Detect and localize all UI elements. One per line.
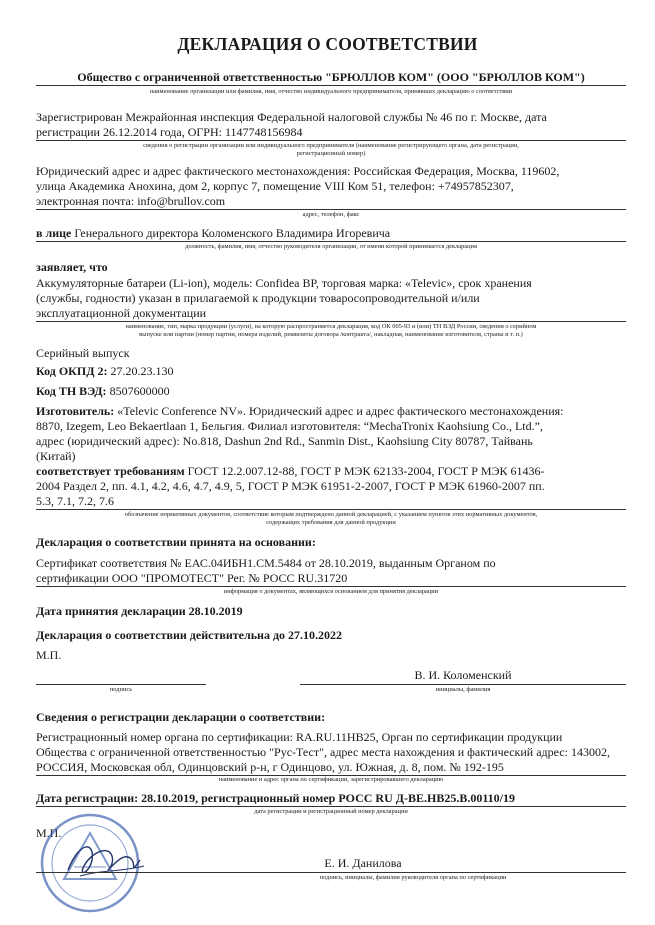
basis-line-1: Сертификат соответствия № ЕАС.04ИБН1.СМ.5484 от 28.10.2019, выданным Органом по [36,556,496,570]
product-line-3: эксплуатационной документации [36,306,626,322]
product-line-2: (службы, годности) указан в прилагаемой к продукции товаросопроводительной и/или [36,291,480,305]
product-line-1: Аккумуляторные батареи (Li-ion), модель: Confidea BP, торговая марка: «Televic», срок хранения [36,276,532,290]
document-title: ДЕКЛАРАЦИЯ О СООТВЕТСТВИИ [177,34,478,54]
manufacturer-line-1: «Televic Conference NV». Юридический адрес и адрес фактического местонахождения: [117,404,564,418]
serial-production: Серийный выпуск [36,346,130,360]
requirements-line-1: ГОСТ 12.2.007.12-88, ГОСТ Р МЭК 62133-2004, ГОСТ Р МЭК 61436- [187,464,545,478]
basis-line-2: сертификации ООО "ПРОМОТЕСТ" Рег. № РОСС RU.31720 [36,571,626,587]
validity-date: Декларация о соответствии действительна до 27.10.2022 [36,628,343,642]
manufacturer-line-3: адрес (юридический адрес): No.818, Dashun 2nd Rd., Sanmin Dist., Kaohsiung City 80787, Тайвань [36,434,533,448]
caption-representative: должность, фамилия, имя, отчество руководителя организации, от имени которой принимается декларация [185,243,477,250]
signer-name-2: Е. И. Данилова [324,856,402,870]
tnved-value: 8507600000 [109,384,170,398]
requirements-info [36,464,626,510]
registration-body-line-3: РОССИЯ, Московская обл, Одинцовский р-н, г Одинцово, ул. Южная, д. 8, пом. № 192-195 [36,760,626,776]
caption-requirements-2: содержащих требования для данной продукции [266,519,396,526]
basis-heading: Декларация о соответствии принята на основании: [36,535,316,549]
registration-body-line-1: Регистрационный номер органа по сертификации: RA.RU.11НВ25, Орган по сертификации продукции [36,730,563,744]
manufacturer-line-2: 8870, Izegem, Leo Bekaertlaan 1, Бельгия. Филиал изготовителя: “MechaTronix Kaohsiung Co., Ltd.”, [36,419,543,433]
caption-organization: наименование организации или фамилия, имя, отчество индивидуального предпринимателя, принявших декларацию о соответствии [149,88,513,95]
caption-product-2: выпуске или партии (номер партии, номера изделий, реквизиты договора /контракта/, накладная, наименование изготовителя, страны и т. п.) [139,331,523,338]
caption-requirements-1: обозначение нормативных документов, соответствие которым подтверждено данной декларацией, с указанием пунктов этих нормативных документов, [124,511,538,518]
name-line-2 [200,872,626,873]
requirements-label: соответствует требованиям [36,464,185,478]
stamp-place-1: М.П. [36,648,62,662]
caption-signature-1: подпись [109,686,133,693]
representative [36,226,626,242]
caption-basis: информация о документах, являющихся основанием для принятия декларации [223,588,439,595]
requirements-line-2: 2004 Раздел 2, пп. 4.1, 4.2, 4.6, 4.7, 4.9, 5, ГОСТ Р МЭК 61951-2-2007, ГОСТ Р МЭК 61960-2007 пп. [36,479,545,493]
caption-initials-1: инициалы, фамилия [435,686,491,693]
registration-line-1: Зарегистрирован Межрайонная инспекция Федеральной налоговой службы № 46 по г. Москве, дата [36,110,547,124]
manufacturer-line-4: (Китай) [36,449,76,463]
okpd-label: Код ОКПД 2: [36,364,108,378]
requirements-line-3: 5.3, 7.1, 7.2, 7.6 [36,494,626,510]
representative-value: Генерального директора Коломенского Владимира Игоревича [74,226,391,240]
manufacturer-label: Изготовитель: [36,404,115,418]
address-info [36,164,626,210]
tnved-code [36,384,626,399]
registration-body-info [36,730,626,776]
caption-registration-date: дата регистрации и регистрационный номер декларации [254,808,408,815]
caption-registration-body: наименование и адрес органа по сертификации, зарегистрировавшего декларацию [218,776,444,783]
handwritten-signature-icon [60,830,150,890]
representative-label: в лице [36,226,72,240]
signature-line-2 [36,872,206,873]
address-line-2: улица Академика Анохина, дом 2, корпус 7, помещение VIII Ком 51, телефон: +74957852307, [36,179,514,193]
stamp-place-2: М.П. [36,826,62,840]
product-info [36,276,626,322]
organization-name: Общество с ограниченной ответственностью "БРЮЛЛОВ КОМ" (ООО "БРЮЛЛОВ КОМ") [36,70,626,86]
registration-heading: Сведения о регистрации декларации о соответствии: [36,710,326,724]
caption-signer-2: подпись, инициалы, фамилия руководителя органа по сертификации [319,874,507,881]
address-line-1: Юридический адрес и адрес фактического местонахождения: Российская Федерация, Москва, 119602, [36,164,560,178]
caption-registration-2: регистрационный номер) [296,150,366,157]
okpd-code [36,364,626,379]
signature-line-1 [36,684,206,685]
registration-body-line-2: Общества с ограниченной ответственностью "Рус-Тест", адрес места нахождения и фактический адрес: 143002, [36,745,610,759]
address-line-3: электронная почта: info@brullov.com [36,194,626,210]
acceptance-date: Дата принятия декларации 28.10.2019 [36,604,243,618]
name-line-1 [300,684,626,685]
registration-line-2: регистрации 26.12.2014 года, ОГРН: 1147748156984 [36,125,626,141]
declares-label: заявляет, что [36,260,108,274]
caption-registration-1: сведения о регистрации организации или индивидуального предпринимателя (наименование регистрирующего органа, дата регистрации, [143,142,519,149]
registration-date-number: Дата регистрации: 28.10.2019, регистрационный номер РОСС RU Д-BE.НВ25.В.00110/19 [36,791,626,807]
manufacturer-info [36,404,626,464]
tnved-label: Код ТН ВЭД: [36,384,107,398]
caption-product-1: наименование, тип, марка продукции (услуги), на которую распространяется декларация, код ОК 005-93 и (или) ТН ВЭД России, сведения о серийном [125,323,537,330]
caption-address: адрес, телефон, факс [302,211,360,218]
registration-info [36,110,626,141]
okpd-value: 27.20.23.130 [110,364,174,378]
basis-info [36,556,626,587]
signer-name-1: В. И. Коломенский [414,668,512,682]
